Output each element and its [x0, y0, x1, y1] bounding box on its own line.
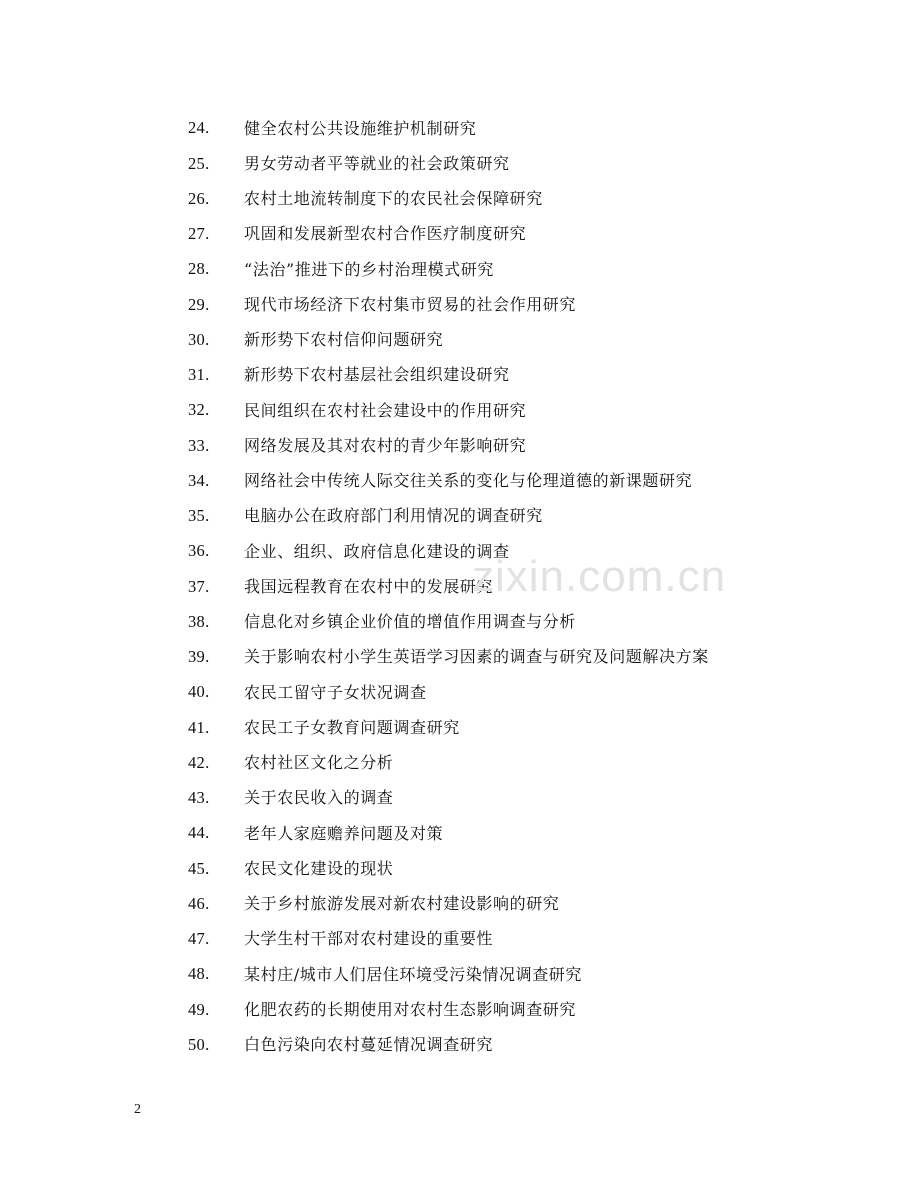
item-title: 新形势下农村基层社会组织建设研究 [244, 365, 510, 385]
list-item [188, 393, 828, 428]
item-number: 40. [188, 682, 210, 702]
list-item [188, 428, 828, 463]
item-title: 大学生村干部对农村建设的重要性 [244, 929, 494, 949]
item-number: 30. [188, 329, 210, 349]
item-number: 39. [188, 647, 210, 667]
item-title: 农村社区文化之分析 [244, 753, 394, 773]
item-title: 电脑办公在政府部门利用情况的调查研究 [244, 506, 543, 526]
item-number: 49. [188, 999, 210, 1019]
item-number: 42. [188, 752, 210, 772]
item-number: 48. [188, 964, 210, 984]
item-number: 26. [188, 188, 210, 208]
item-number: 35. [188, 506, 210, 526]
list-item [188, 816, 828, 851]
list-item [188, 252, 828, 287]
list-item [188, 182, 828, 217]
item-title: 新形势下农村信仰问题研究 [244, 330, 444, 350]
item-title: 白色污染向农村蔓延情况调查研究 [244, 1035, 494, 1055]
list-item [188, 1028, 828, 1063]
list-item [188, 851, 828, 886]
item-title: 农民工留守子女状况调查 [244, 682, 427, 702]
item-title: 男女劳动者平等就业的社会政策研究 [244, 153, 510, 173]
page-number: 2 [134, 1102, 141, 1117]
item-number: 31. [188, 365, 210, 385]
list-item [188, 710, 828, 745]
list-item [188, 992, 828, 1027]
watermark: zixin.com.cn [472, 552, 727, 601]
item-number: 33. [188, 435, 210, 455]
item-number: 47. [188, 929, 210, 949]
item-title: “法治”推进下的乡村治理模式研究 [244, 259, 494, 279]
item-title: 现代市场经济下农村集市贸易的社会作用研究 [244, 294, 577, 314]
list-item [188, 111, 828, 146]
item-number: 37. [188, 576, 210, 596]
item-title: 民间组织在农村社会建设中的作用研究 [244, 400, 527, 420]
list-item [188, 146, 828, 181]
item-title: 老年人家庭赡养问题及对策 [244, 823, 444, 843]
item-number: 50. [188, 1034, 210, 1054]
item-number: 41. [188, 717, 210, 737]
list-item [188, 464, 828, 499]
list-item [188, 358, 828, 393]
item-number: 29. [188, 294, 210, 314]
item-title: 某村庄/城市人们居住环境受污染情况调查研究 [244, 964, 582, 984]
list-item [188, 640, 828, 675]
list-item [188, 675, 828, 710]
list-item [188, 323, 828, 358]
topic-list [188, 111, 828, 1063]
item-title: 企业、组织、政府信息化建设的调查 [244, 541, 510, 561]
item-title: 关于农民收入的调查 [244, 788, 394, 808]
list-item [188, 781, 828, 816]
item-title: 农民工子女教育问题调查研究 [244, 717, 460, 737]
list-item [188, 534, 828, 569]
item-number: 27. [188, 224, 210, 244]
list-item [188, 287, 828, 322]
item-number: 43. [188, 788, 210, 808]
item-title: 巩固和发展新型农村合作医疗制度研究 [244, 224, 527, 244]
list-item [188, 887, 828, 922]
item-number: 32. [188, 400, 210, 420]
item-title: 关于影响农村小学生英语学习因素的调查与研究及问题解决方案 [244, 647, 709, 667]
item-number: 46. [188, 893, 210, 913]
item-number: 36. [188, 541, 210, 561]
list-item [188, 957, 828, 992]
list-item [188, 922, 828, 957]
item-title: 关于乡村旅游发展对新农村建设影响的研究 [244, 894, 560, 914]
item-title: 农村土地流转制度下的农民社会保障研究 [244, 189, 543, 209]
item-number: 34. [188, 470, 210, 490]
list-item [188, 499, 828, 534]
item-number: 38. [188, 611, 210, 631]
item-title: 信息化对乡镇企业价值的增值作用调查与分析 [244, 612, 577, 632]
list-item [188, 605, 828, 640]
item-title: 网络社会中传统人际交往关系的变化与伦理道德的新课题研究 [244, 471, 693, 491]
list-item [188, 746, 828, 781]
item-title: 网络发展及其对农村的青少年影响研究 [244, 435, 527, 455]
item-number: 24. [188, 118, 210, 138]
item-number: 45. [188, 858, 210, 878]
list-item [188, 217, 828, 252]
item-title: 我国远程教育在农村中的发展研究 [244, 576, 494, 596]
item-title: 化肥农药的长期使用对农村生态影响调查研究 [244, 999, 577, 1019]
item-number: 28. [188, 259, 210, 279]
item-title: 健全农村公共设施维护机制研究 [244, 118, 477, 138]
item-number: 44. [188, 823, 210, 843]
list-item [188, 569, 828, 604]
item-number: 25. [188, 153, 210, 173]
item-title: 农民文化建设的现状 [244, 858, 394, 878]
